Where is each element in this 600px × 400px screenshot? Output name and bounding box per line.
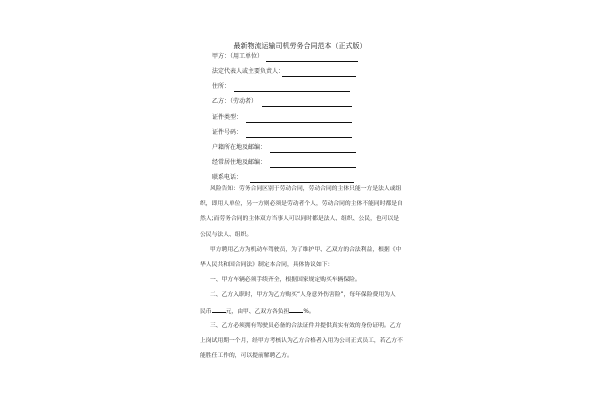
clause-two-insurance-line: [200, 306, 400, 316]
fill-line: [270, 152, 356, 153]
clause-two-line: 二、乙方入职时，甲方为乙方购买“人身意外伤害险”，每年保险费用为人: [210, 292, 396, 298]
fill-line: [282, 76, 356, 77]
clause-three-line: 三、乙方必须拥有驾驶员必备的合法证件并提供真实有效的身份证明。乙方: [210, 323, 402, 329]
blank-amount: [212, 306, 226, 313]
fill-line: [250, 182, 354, 183]
fill-line: [270, 167, 356, 168]
clause-three-line: 能胜任工作的，可以提前解聘乙方。: [200, 353, 293, 359]
fill-line: [246, 137, 352, 138]
fill-line: [234, 91, 350, 92]
field-label: 经常居住地及邮编：: [212, 159, 267, 166]
field-label: 住所：: [212, 83, 231, 90]
insurance-mid: 元，由甲、乙双方各负担: [225, 309, 290, 315]
fill-line: [246, 122, 352, 123]
paragraph-risk-notice-line: 公民与法人、组织。: [200, 232, 253, 238]
insurance-suffix: %。: [303, 309, 315, 315]
paragraph-risk-notice-line: 织，即用人单位，另一方则必须是劳动者个人，劳动合同的主体不能同时都是自: [200, 201, 403, 207]
field-label: 法定代表人或主要负责人：: [212, 68, 285, 75]
paragraph-intro-line: 华人民共和国合同法》制定本合同，具体协议如下：: [200, 262, 334, 268]
insurance-prefix: 民币: [200, 309, 212, 315]
field-label: 证件号码：: [212, 129, 243, 136]
document-title: 最新物流运输司机劳务合同范本（正式版）: [233, 42, 367, 50]
paragraph-intro-line: 甲方聘用乙方为机动车驾驶员，为了维护甲、乙双方的合法利益，根据《中: [210, 247, 402, 253]
field-label: 联系电话：: [212, 174, 243, 181]
field-label: 户籍所在地及邮编：: [212, 144, 267, 151]
paragraph-risk-notice-line: 然人;而劳务合同的主体双方当事人可以同时都是法人、组织、公民，也可以是: [200, 216, 400, 222]
clause-three-line: 上岗试用期一个月，经甲方考核认为乙方合格者入用为公司正式员工，若乙方不: [200, 338, 403, 344]
blank-percent: [289, 306, 303, 313]
fill-line: [266, 61, 358, 62]
field-label: 证件类型：: [212, 114, 243, 121]
field-label: 乙方：（劳动者）: [212, 98, 258, 105]
field-label: 甲方：（用工单位）: [212, 53, 264, 60]
paragraph-risk-notice-line: 风险告知：劳务合同区别于劳动合同，劳动合同的主体只能一方是法人或组: [210, 186, 402, 192]
fill-line: [262, 106, 352, 107]
clause-one-line: 一、甲方车辆必须手续齐全，根据国家规定购买车辆保险。: [210, 277, 361, 283]
